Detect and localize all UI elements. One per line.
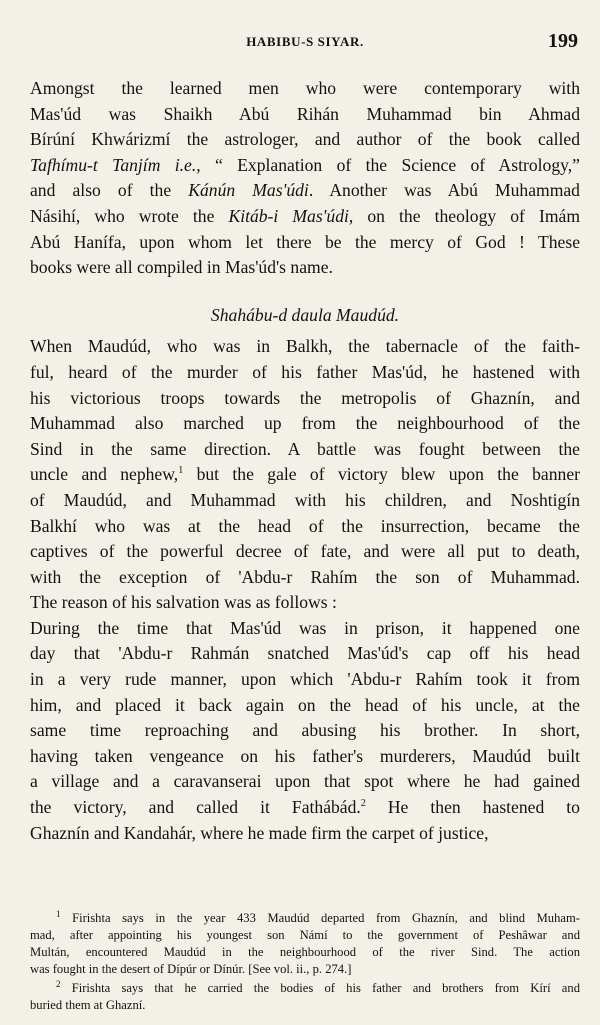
footnote-line: mad, after appointing his youngest son Námí to the government of Peshâwar and (30, 928, 580, 942)
text-line: and also of the Kánún Mas'údi. Another was Abú Muhammad (30, 180, 580, 201)
footnote-mark: 1 (56, 908, 61, 919)
footnote-ref-1: 1 (178, 465, 184, 477)
text-line: same time reproaching and abusing his brother. In short, (30, 720, 580, 741)
text-line: of Maudúd, and Muhammad with his children, and Noshtigín (30, 489, 580, 510)
text-line: with the exception of 'Abdu-r Rahím the son of Muhammad. (30, 566, 580, 587)
footnote-text: Firishta says in the year 433 Maudúd departed from Ghaznín, and blind Muham- (72, 911, 580, 925)
text-line: a village and a caravanserai upon that spot where he had gained (30, 771, 580, 792)
text-fragment: He then hastened to (365, 797, 580, 818)
footnote-line: buried them at Ghazní. (30, 998, 146, 1012)
footnote-mark: 2 (56, 978, 61, 989)
text-line: During the time that Mas'úd was in prison, it happened one (30, 617, 580, 638)
text-line-with-footnote (30, 462, 580, 488)
footnote-2 (30, 980, 580, 1014)
text-line: Balkhí who was at the head of the insurrection, became the (30, 515, 580, 536)
text-line: Ghaznín and Kandahár, where he made firm the carpet of justice, (30, 822, 489, 843)
footnote-text: Firishta says that he carried the bodies of his father and brothers from Kírí and (71, 981, 580, 995)
text-line: books were all compiled in Mas'úd's name. (30, 257, 333, 278)
footnotes (30, 910, 580, 1014)
text-line: in a very rude manner, upon which 'Abdu-r Rahím took it from (30, 669, 580, 690)
text-line: Mas'úd was Shaikh Abú Rihán Muhammad bin Ahmad (30, 103, 580, 124)
text-line: Tafhímu-t Tanjím i.e., “ Explanation of the Science of Astrology,” (30, 154, 580, 175)
text-line: his victorious troops towards the metropolis of Ghaznín, and (30, 387, 580, 408)
footnote-line: was fought in the desert of Dípúr or Dínúr. [See vol. ii., p. 274.] (30, 962, 352, 976)
paragraph-prison (30, 616, 580, 846)
text-line: Násihí, who wrote the Kitáb-i Mas'údi, on the theology of Imám (30, 205, 580, 226)
text-line: ful, heard of the murder of his father Mas'úd, he hastened with (30, 361, 580, 382)
paragraph-maudud (30, 334, 580, 616)
footnote-line: Multán, encountered Maudúd in the neighbourhood of the river Sind. The action (30, 945, 580, 959)
footnote-1 (30, 910, 580, 978)
footnote-line (30, 910, 580, 927)
footnote-line (30, 980, 580, 997)
text-line: day that 'Abdu-r Rahmán snatched Mas'úd's cap off his head (30, 643, 580, 664)
running-title: HABIBU-S SIYAR. (246, 34, 364, 49)
text-line: Bírúní Khwárizmí the astrologer, and author of the book called (30, 129, 580, 150)
text-line: him, and placed it back again on the head of his uncle, at the (30, 694, 580, 715)
text-line: When Maudúd, who was in Balkh, the tabernacle of the faith- (30, 336, 580, 357)
paragraph-learned-men (30, 76, 580, 281)
text-line: The reason of his salvation was as follows : (30, 592, 337, 613)
footnote-ref-2: 2 (360, 798, 366, 810)
text-line: Sind in the same direction. A battle was fought between the (30, 438, 580, 459)
text-fragment: but the gale of victory blew upon the banner (183, 464, 580, 485)
text-fragment: uncle and nephew, (30, 464, 179, 485)
text-line: captives of the powerful decree of fate, and were all put to death, (30, 541, 580, 562)
text-fragment: the victory, and called it Fathábád. (30, 797, 361, 818)
text-line: having taken vengeance on his father's murderers, Maudúd built (30, 745, 580, 766)
running-head (30, 30, 580, 56)
page-number: 199 (548, 30, 578, 52)
text-line: Amongst the learned men who were contemporary with (30, 78, 580, 98)
section-heading: Shahábu-d daula Maudúd. (210, 304, 400, 325)
text-line-with-footnote (30, 795, 580, 821)
text-line: Muhammad also marched up from the neighbourhood of the (30, 413, 580, 434)
text-line: Abú Hanífa, upon whom let there be the mercy of God ! These (30, 231, 580, 252)
